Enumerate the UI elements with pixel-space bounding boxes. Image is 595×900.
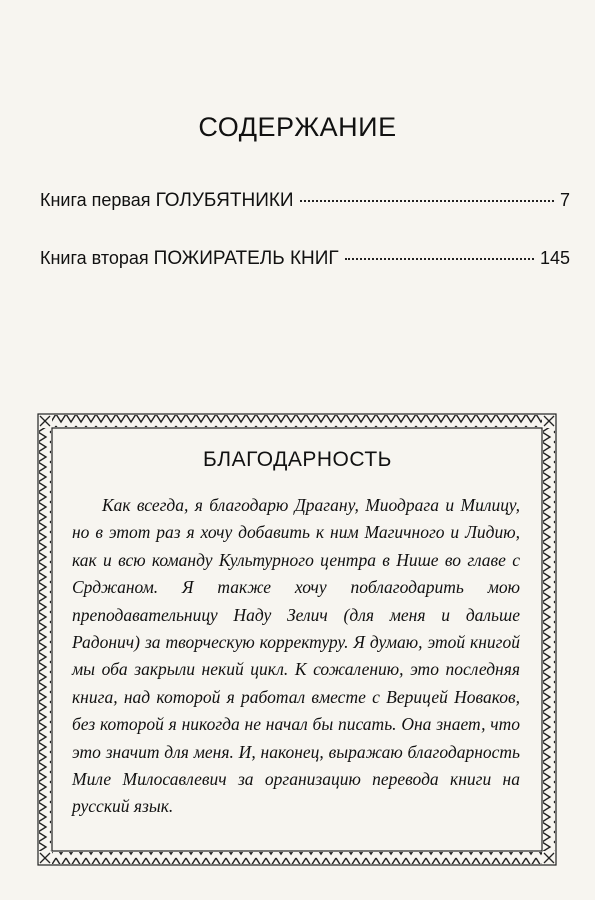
acknowledgement-title: БЛАГОДАРНОСТЬ	[203, 448, 392, 471]
toc-title: СОДЕРЖАНИЕ	[198, 112, 397, 142]
toc-entry-label: Книга первая	[40, 190, 151, 210]
toc-leader-dots	[345, 258, 534, 260]
toc-entry-page: 7	[559, 190, 570, 210]
toc-entry-book-1	[40, 190, 570, 212]
toc-leader-dots	[300, 200, 554, 202]
toc-entry-book-2	[40, 248, 570, 270]
toc-entry-title: ГОЛУБЯТНИКИ	[155, 190, 294, 211]
acknowledgement-text: Как всегда, я благодарю Драгану, Миодрага и Милицу, но в этот раз я хочу добавить к ним Магичного и Лидию, как и всю команду Культурного центра в Нише во главе с Срджаном. Я также хочу поблагодарить мою преподавательницу Наду Зелич (для меня и дальше Радонич) за творческую корректуру. Я думаю, этой книгой мы оба закрыли некий цикл. К сожалению, это последняя книга, над которой я работал вместе с Верицей Новаков, без которой я никогда не начал бы писать. Она знает, что это значит для меня. И, наконец, выражаю благодарность Миле Милосавлевич за организацию перевода книги на русский язык.	[72, 495, 520, 817]
toc-entry-page: 145	[539, 248, 570, 268]
toc-entry-label: Книга вторая	[40, 248, 149, 268]
toc-entry-title: ПОЖИРАТЕЛЬ КНИГ	[153, 248, 339, 269]
